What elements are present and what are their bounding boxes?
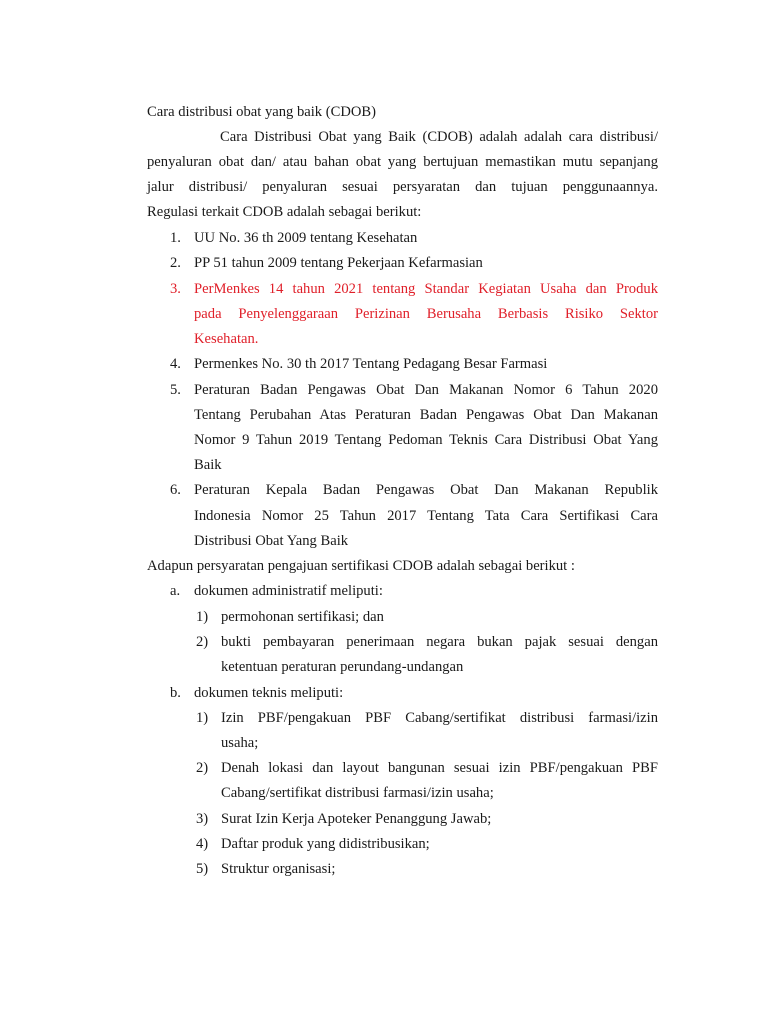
list-item-number: 6.: [170, 482, 181, 498]
list-item-number: 4.: [170, 356, 181, 372]
list-item-text: Nomor 9 Tahun 2019 Tentang Pedoman Teknis Cara Distribusi Obat Yang: [194, 432, 658, 448]
sub-item-text: Daftar produk yang didistribusikan;: [221, 836, 430, 852]
sub-item-text: bukti pembayaran penerimaan negara bukan pajak sesuai dengan: [221, 634, 658, 650]
list-item-text: Tentang Perubahan Atas Peraturan Badan Pengawas Obat Dan Makanan: [194, 407, 658, 423]
list-item-text: Baik: [194, 457, 222, 473]
sub-item-number: 4): [196, 836, 209, 852]
list-item-number: 3.: [170, 281, 181, 297]
section-letter: b.: [170, 685, 181, 701]
list-item-text: Permenkes No. 30 th 2017 Tentang Pedagang Besar Farmasi: [194, 356, 548, 372]
intro-line-3: jalur distribusi/ penyaluran sesuai persyaratan dan tujuan penggunaannya.: [147, 179, 658, 195]
section-letter: a.: [170, 583, 181, 599]
list-item-text: Kesehatan.: [194, 331, 259, 347]
sub-item-text: Surat Izin Kerja Apoteker Penanggung Jawab;: [221, 811, 492, 827]
list-item-text: UU No. 36 th 2009 tentang Kesehatan: [194, 230, 418, 246]
sub-item-text: ketentuan peraturan perundang-undangan: [221, 659, 464, 675]
list-item-text: PP 51 tahun 2009 tentang Pekerjaan Kefarmasian: [194, 255, 483, 271]
sub-item-number: 1): [196, 609, 209, 625]
sub-item-number: 3): [196, 811, 209, 827]
sub-item-number: 2): [196, 760, 209, 776]
requirements-intro: Adapun persyaratan pengajuan sertifikasi CDOB adalah sebagai berikut :: [147, 558, 575, 574]
list-item-text: pada Penyelenggaraan Perizinan Berusaha Berbasis Risiko Sektor: [194, 306, 658, 322]
sub-item-number: 2): [196, 634, 209, 650]
sub-item-text: permohonan sertifikasi; dan: [221, 609, 384, 625]
sub-item-number: 5): [196, 861, 209, 877]
list-item-text: Peraturan Badan Pengawas Obat Dan Makanan Nomor 6 Tahun 2020: [194, 382, 658, 398]
intro-line-1: Cara Distribusi Obat yang Baik (CDOB) adalah adalah cara distribusi/: [220, 129, 658, 145]
section-title: dokumen teknis meliputi:: [194, 685, 344, 701]
sub-item-text: Izin PBF/pengakuan PBF Cabang/sertifikat distribusi farmasi/izin: [221, 710, 658, 726]
sub-item-text: Struktur organisasi;: [221, 861, 336, 877]
list-item-text: Indonesia Nomor 25 Tahun 2017 Tentang Tata Cara Sertifikasi Cara: [194, 508, 658, 524]
sub-item-text: usaha;: [221, 735, 259, 751]
sub-item-number: 1): [196, 710, 209, 726]
sub-item-text: Denah lokasi dan layout bangunan sesuai izin PBF/pengakuan PBF: [221, 760, 658, 776]
list-item-text: PerMenkes 14 tahun 2021 tentang Standar Kegiatan Usaha dan Produk: [194, 281, 658, 297]
document-heading: Cara distribusi obat yang baik (CDOB): [147, 104, 377, 120]
intro-line-4: Regulasi terkait CDOB adalah sebagai berikut:: [147, 204, 422, 220]
list-item-text: Distribusi Obat Yang Baik: [194, 533, 349, 549]
sub-item-text: Cabang/sertifikat distribusi farmasi/izin usaha;: [221, 785, 494, 801]
list-item-number: 2.: [170, 255, 181, 271]
list-item-text: Peraturan Kepala Badan Pengawas Obat Dan Makanan Republik: [194, 482, 658, 498]
intro-line-2: penyaluran obat dan/ atau bahan obat yang bertujuan memastikan mutu sepanjang: [147, 154, 658, 170]
section-title: dokumen administratif meliputi:: [194, 583, 383, 599]
list-item-number: 5.: [170, 382, 181, 398]
list-item-number: 1.: [170, 230, 181, 246]
